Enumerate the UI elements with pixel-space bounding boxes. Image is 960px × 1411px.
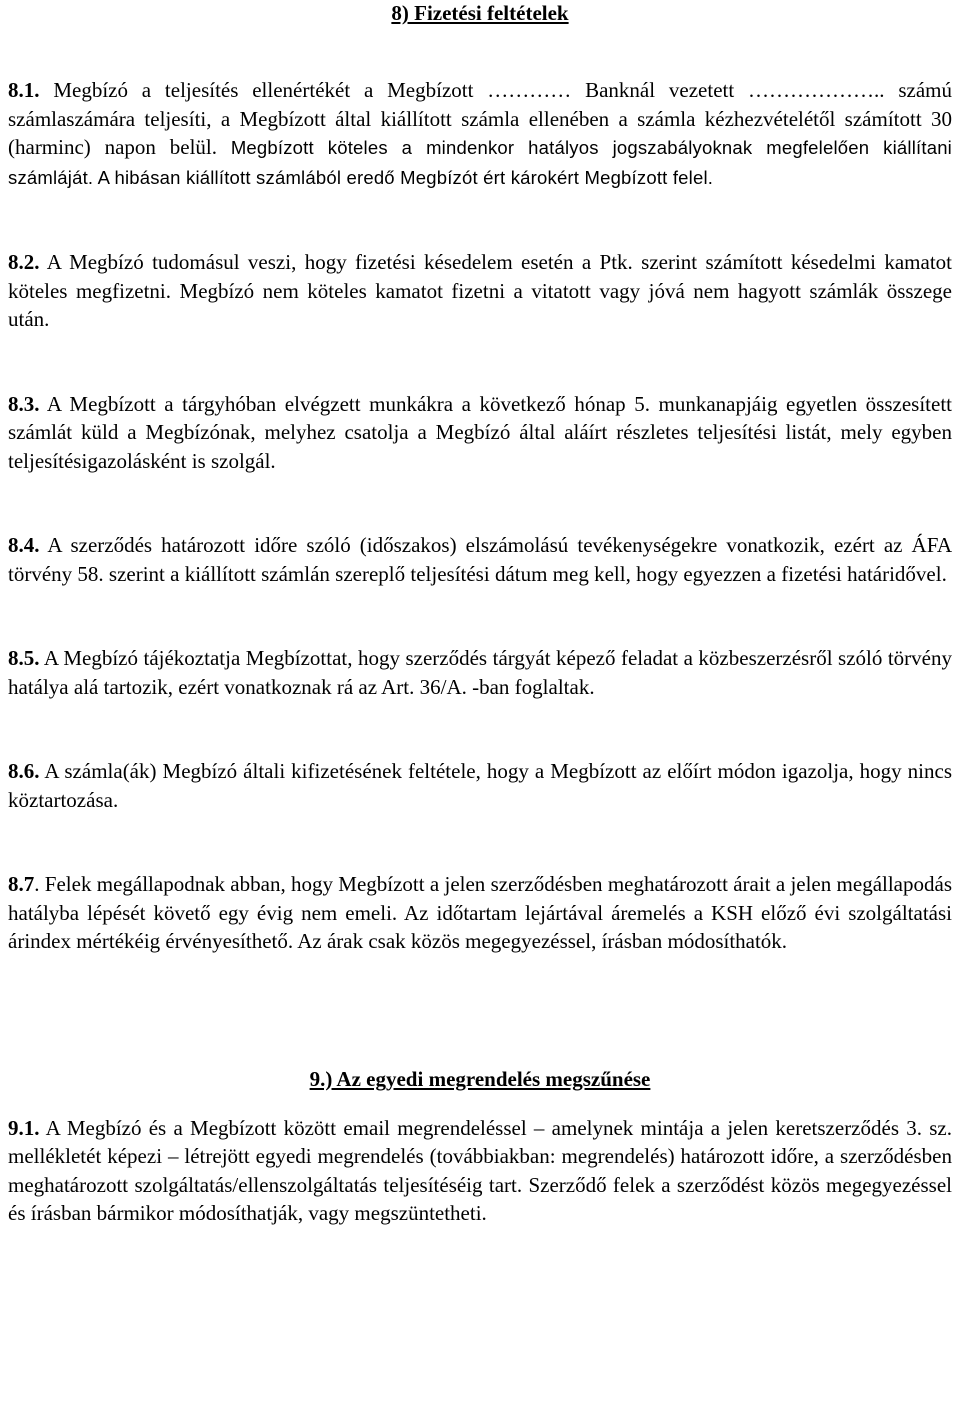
paragraph-number: 9.1. (8, 1115, 40, 1140)
paragraph-text-sans: Megbízott köteles a mindenkor hatályos jogszabályoknak megfelelően kiállítani számláját. A hibásan kiállított számlából eredő Megbízót ért károkért Megbízott felel. (8, 137, 952, 188)
paragraph-8-4 (8, 531, 952, 588)
paragraph-8-3 (8, 390, 952, 476)
paragraph-text: A szerződés határozott időre szóló (időszakos) elszámolású tevékenységekre vonatkozik, ezért az ÁFA törvény 58. szerint a kiállított számlán szereplő teljesítési dátum meg kell, hogy egyezzen a fizetési határidővel. (8, 533, 952, 586)
section-9-title: 9.) Az egyedi megrendelés megszűnése (309, 1066, 651, 1091)
paragraph-text: A Megbízó tájékoztatja Megbízottat, hogy szerződés tárgyát képező feladat a közbeszerzésről szóló törvény hatálya alá tartozik, ezért vonatkoznak rá az Art. 36/A. -ban foglaltak. (8, 646, 952, 699)
paragraph-text: . Felek megállapodnak abban, hogy Megbízott a jelen szerződésben meghatározott árait a jelen megállapodás hatályba lépését követő egy évig nem emeli. Az időtartam lejártával áremelés a KSH előző évi szolgáltatási árindex mértékéig érvényesíthető. Az árak csak közös megegyezéssel, írásban módosíthatók. (8, 872, 952, 953)
paragraph-number: 8.3. (8, 391, 40, 416)
paragraph-text: A Megbízott a tárgyhóban elvégzett munkákra a következő hónap 5. munkanapjáig egyetlen összesített számlát küld a Megbízónak, melyhez csatolja a Megbízó által aláírt részletes teljesítési listát, mely egyben teljesítésigazolásként is szolgál. (8, 391, 952, 473)
document-body (8, 0, 952, 1228)
paragraph-number: 8.7 (8, 872, 35, 896)
paragraph-8-6 (8, 757, 952, 814)
paragraph-8-2 (8, 248, 952, 334)
paragraph-8-1 (8, 76, 952, 192)
paragraph-number: 8.1. (8, 78, 40, 102)
paragraph-number: 8.6. (8, 759, 40, 783)
paragraph-9-1 (8, 1114, 952, 1228)
paragraph-text: Megbízó nem köteles kamatot fizetni a vitatott vagy jóvá nem hagyott számlák összege után. (8, 278, 952, 331)
paragraph-8-5 (8, 644, 952, 701)
paragraph-text: A számla(ák) Megbízó általi kifizetésének feltétele, hogy a Megbízott az előírt módon igazolja, hogy nincs köztartozása. (8, 759, 952, 812)
paragraph-text: Megbízó a teljesítés ellenértékét a Megbízott ………… Banknál vezetett ……………….. számú számlaszámára teljesíti, a Megbízott által kiállított számla ellenében a számla kézhezvételétől számított 30 (harminc) napon belül. (8, 78, 952, 159)
paragraph-text: A Megbízó és a Megbízott között email megrendeléssel – amelynek mintája a jelen keretszerződés 3. sz. mellékletét képezi – létrejött egyedi megrendelés (továbbiakban: megrendelés) határozott időre, a szerződésben meghatározott szolgáltatás/ellenszolgáltatás teljesítéséig tart. Szerződő felek a szerződést közös megegyezéssel és írásban bármikor módosíthatják, vagy megszüntetheti. (8, 1115, 952, 1225)
paragraph-number: 8.2. (8, 250, 40, 274)
paragraph-number: 8.4. (8, 533, 40, 557)
paragraph-number: 8.5. (8, 646, 40, 670)
section-8-title: 8) Fizetési feltételek (391, 1, 569, 25)
paragraph-text: A Megbízó tudomásul veszi, hogy fizetési késedelem esetén a Ptk. szerint számított késedelmi kamatot köteles megfizetni. (8, 250, 952, 303)
paragraph-8-7 (8, 870, 952, 956)
